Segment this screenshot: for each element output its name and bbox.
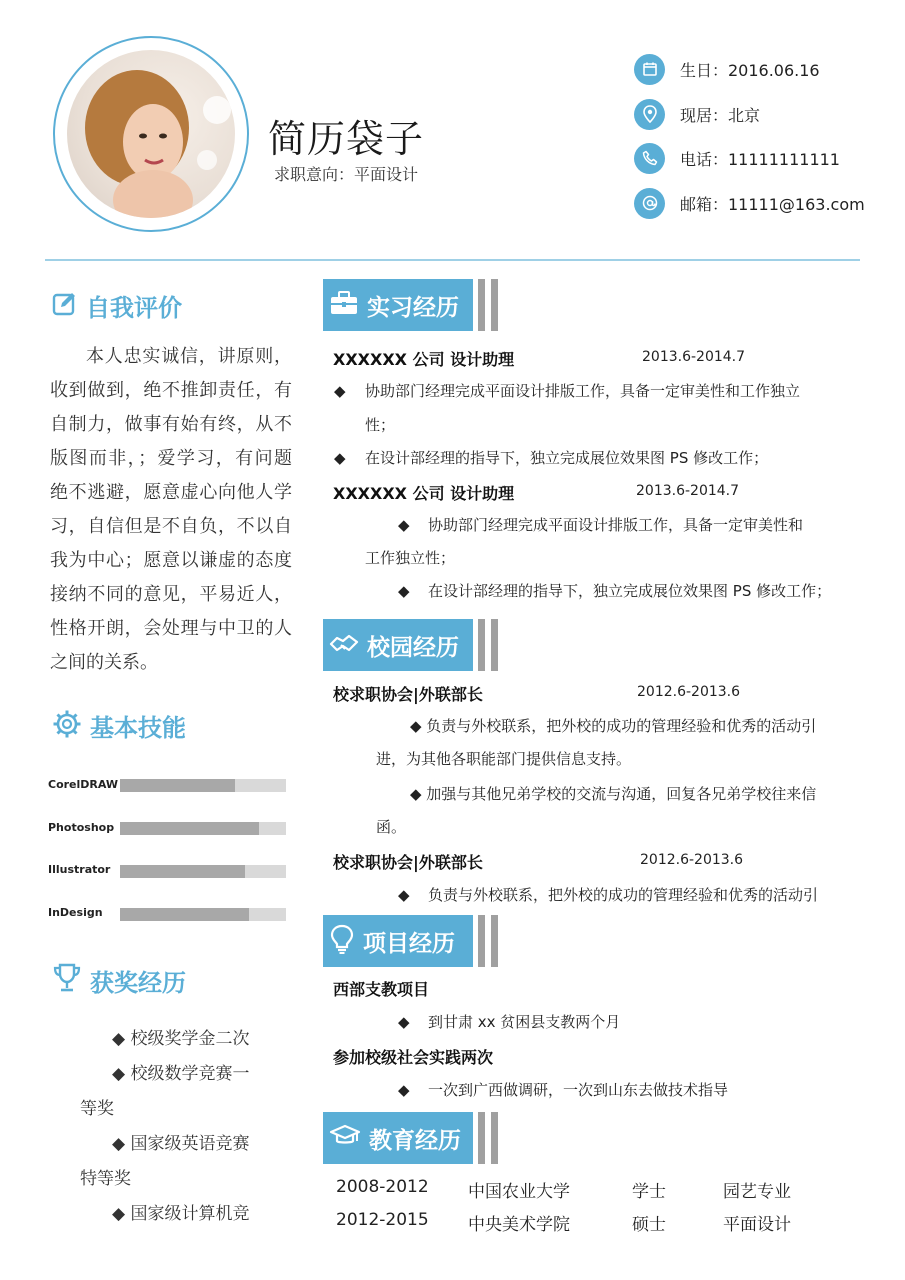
education-title-box — [323, 1112, 473, 1164]
contact-phone — [634, 141, 840, 175]
skill-label: CorelDRAW — [48, 778, 119, 791]
bullet: ◆ — [398, 1013, 410, 1031]
skill-label: InDesign — [48, 906, 103, 919]
campus-heading — [323, 619, 498, 671]
award-item-continued: 等奖 — [80, 1099, 114, 1119]
briefcase-icon — [329, 290, 359, 320]
self-eval-title: 自我评价 — [86, 294, 182, 322]
project-detail: 一次到广西做调研，一次到山东去做技术指导 — [428, 1081, 729, 1099]
bullet: ◆ — [398, 1081, 410, 1099]
heading-accent-bar — [491, 619, 498, 671]
education-title: 教育经历 — [369, 1127, 461, 1154]
award-item: ◆ 校级数学竞赛一 — [112, 1064, 250, 1084]
education-heading — [323, 1112, 498, 1164]
contact-residence — [634, 97, 760, 131]
trophy-icon — [52, 962, 82, 998]
edu-major: 园艺专业 — [723, 1182, 791, 1202]
bullet: ◆ — [398, 886, 410, 904]
birthday-text: 生日：2016.06.16 — [680, 60, 820, 80]
self-eval-text: 本人忠实诚信，讲原则，收到做到，绝不推卸责任，有自制力，做事有始有终，从不版图而非，；爱学习，有问题绝不逃避，愿意虚心向他人学习，自信但是不自负，不以自我为中心；愿意以谦虚的态度接纳不同的意见，平易近人，性格开朗，会处理与中卫的人之间的关系。 — [50, 346, 292, 673]
internship-title: 实习经历 — [367, 294, 459, 321]
org-duty: ◆ 负责与外校联系，把外校的成功的管理经验和优秀的活动引 — [410, 717, 817, 735]
job-date: 2013.6-2014.7 — [642, 349, 746, 365]
skill-bar — [120, 822, 286, 835]
contact-email — [634, 186, 865, 220]
award-item-continued: 特等奖 — [80, 1169, 131, 1189]
job-intent: 求职意向：平面设计 — [274, 165, 419, 184]
header-divider — [45, 259, 860, 261]
org-date: 2012.6-2013.6 — [640, 852, 744, 868]
bullet: ◆ — [398, 516, 410, 534]
job-title: XXXXXX 公司 设计助理 — [333, 350, 515, 369]
phone-icon — [634, 143, 665, 174]
skill-label: Photoshop — [48, 821, 115, 834]
heading-accent-bar — [478, 619, 485, 671]
skill-bar — [120, 779, 286, 792]
self-eval-heading — [52, 288, 182, 323]
email-text: 邮箱：11111@163.com — [680, 194, 865, 214]
job-duty: 协助部门经理完成平面设计排版工作，具备一定审美性和 — [428, 516, 804, 534]
award-item: ◆ 国家级计算机竞 — [112, 1204, 250, 1224]
location-icon — [634, 99, 665, 130]
campus-title-box — [323, 619, 473, 671]
org-title: 校求职协会|外联部长 — [333, 853, 483, 872]
edu-degree: 学士 — [632, 1182, 666, 1202]
job-duty: 在设计部经理的指导下，独立完成展位效果图 PS 修改工作； — [365, 449, 769, 467]
edu-major: 平面设计 — [723, 1215, 791, 1235]
org-duty: 负责与外校联系，把外校的成功的管理经验和优秀的活动引 — [428, 886, 819, 904]
project-title-box — [323, 915, 473, 967]
job-duty-continued: 性； — [365, 416, 396, 434]
heading-accent-bar — [478, 1112, 485, 1164]
residence-text: 现居：北京 — [680, 105, 761, 125]
heading-accent-bar — [478, 915, 485, 967]
gear-icon — [52, 709, 82, 743]
org-title: 校求职协会|外联部长 — [333, 685, 483, 704]
calendar-icon — [634, 54, 665, 85]
edu-school: 中央美术学院 — [468, 1215, 570, 1235]
profile-photo — [67, 50, 235, 218]
org-duty: ◆ 加强与其他兄弟学校的交流与沟通，回复各兄弟学校往来信 — [410, 785, 817, 803]
graduation-cap-icon — [329, 1123, 361, 1153]
heading-accent-bar — [491, 279, 498, 331]
job-duty: 在设计部经理的指导下，独立完成展位效果图 PS 修改工作； — [428, 582, 832, 600]
handshake-icon — [329, 630, 359, 660]
heading-accent-bar — [491, 915, 498, 967]
award-item: ◆ 国家级英语竞赛 — [112, 1134, 250, 1154]
skill-bar-fill — [120, 908, 249, 921]
job-duty: 协助部门经理完成平面设计排版工作，具备一定审美性和工作独立 — [365, 382, 801, 400]
skills-heading — [52, 708, 186, 743]
bullet: ◆ — [334, 449, 346, 467]
skill-bar — [120, 865, 286, 878]
skill-bar-fill — [120, 865, 245, 878]
awards-title: 获奖经历 — [90, 968, 186, 997]
contact-birthday — [634, 52, 820, 86]
bullet: ◆ — [398, 582, 410, 600]
job-date: 2013.6-2014.7 — [636, 483, 740, 499]
skill-bar-fill — [120, 822, 259, 835]
heading-accent-bar — [478, 279, 485, 331]
job-title: XXXXXX 公司 设计助理 — [333, 484, 515, 503]
project-name: 西部支教项目 — [333, 980, 430, 999]
phone-text: 电话：11111111111 — [680, 149, 840, 169]
candidate-name: 简历袋子 — [268, 117, 425, 161]
job-duty-continued: 工作独立性； — [365, 549, 456, 567]
edu-degree: 硕士 — [632, 1215, 666, 1235]
edu-years: 2012-2015 — [336, 1210, 429, 1230]
project-title: 项目经历 — [363, 930, 455, 957]
org-duty-continued: 进，为其他各职能部门提供信息支持。 — [376, 750, 632, 768]
skill-bar-fill — [120, 779, 235, 792]
skill-label: Illustrator — [48, 863, 111, 876]
org-duty-continued: 函。 — [376, 818, 407, 836]
bullet: ◆ — [334, 382, 346, 400]
edu-school: 中国农业大学 — [468, 1182, 570, 1202]
heading-accent-bar — [491, 1112, 498, 1164]
edu-years: 2008-2012 — [336, 1177, 429, 1197]
skill-bar — [120, 908, 286, 921]
skills-title: 基本技能 — [90, 714, 186, 742]
org-date: 2012.6-2013.6 — [637, 684, 741, 700]
awards-heading — [52, 962, 186, 998]
project-heading — [323, 915, 498, 967]
project-detail: 到甘肃 xx 贫困县支教两个月 — [428, 1013, 621, 1031]
award-item: ◆ 校级奖学金二次 — [112, 1029, 250, 1049]
internship-heading — [323, 279, 498, 331]
campus-title: 校园经历 — [367, 634, 459, 661]
edit-icon — [52, 291, 78, 321]
project-name: 参加校级社会实践两次 — [333, 1048, 494, 1067]
internship-title-box — [323, 279, 473, 331]
lightbulb-icon — [329, 924, 355, 958]
email-icon — [634, 188, 665, 219]
